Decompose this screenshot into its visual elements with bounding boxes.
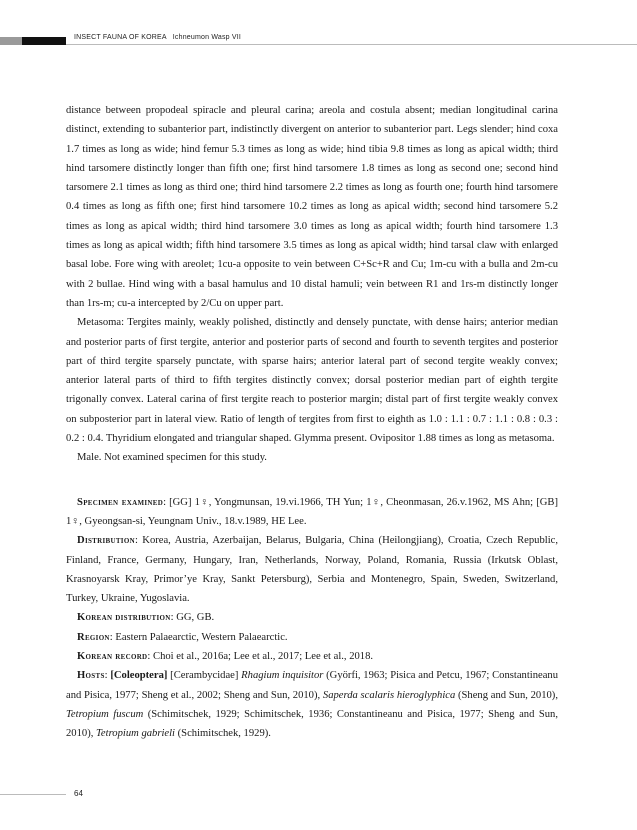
hosts-text-1: : bbox=[104, 670, 111, 682]
hosts-order: [Coleoptera] bbox=[110, 670, 168, 682]
host-species-2: Saperda scalaris hieroglyphica bbox=[322, 689, 456, 701]
header-gray-block bbox=[0, 37, 22, 45]
korean-record-paragraph bbox=[66, 647, 558, 666]
hosts-text-5: (Schimitschek, 1929; Schimitschek, 1936; Constantineanu and Pisica, 1977; Sheng and Sun, 2010), bbox=[66, 708, 558, 740]
korean-distribution-paragraph bbox=[66, 608, 558, 627]
korean-distribution-text: : GG, GB. bbox=[170, 612, 215, 624]
specimen-examined-text: : [GG] 1♀, Yongmunsan, 19.vi.1966, TH Yun; 1♀, Cheonmasan, 26.v.1962, MS Ahn; [GB] 1♀, Gyeongsan-si, Yeungnam Univ., 18.v.1989, HE Lee. bbox=[66, 496, 558, 527]
korean-distribution-label: Korean distribution bbox=[77, 612, 171, 624]
korean-record-text: : Choi et al., 2016a; Lee et al., 2017; Lee et al., 2018. bbox=[147, 651, 374, 663]
header-subtitle: Ichneumon Wasp VII bbox=[172, 34, 242, 41]
description-paragraph: distance between propodeal spiracle and pleural carina; areola and costula absent; median longitudinal carina distinct, extending to subanterior part, indistinctly divergent on anterior to subanterior part. Legs slender; hind coxa 1.7 times as long as wide; hind femur 5.3 times as long as wide; hind tibia 9.8 times as long as apical width; third hind tarsomere distinctly longer than fifth one; first hind tarsomere 1.8 times as long as second one; second hind tarsomere 2.1 times as long as third one; third hind tarsomere 2.2 times as long as fourth one; fourth hind tarsomere 0.4 times as long as fifth one; first hind tarsomere 10.2 times as long as apical width; second hind tarsomere 5.2 times as long as apical width; third hind tarsomere 3.0 times as long as apical width; fourth hind tarsomere 1.3 times as long as apical width; fifth hind tarsomere 3.5 times as long as apical width; hind tarsal claw with enlarged basal lobe. Fore wing with areolet; 1cu-a opposite to vein between C+Sc+R and Cu; 1m-cu with a bulla and 2m-cu with 2 bullae. Hind wing with a basal hamulus and 10 distal hamuli; vein between R1 and 1rs-m distinctly longer than 1rs-m; cu-a intercepted by 2/Cu on upper part. bbox=[66, 105, 558, 309]
hosts-label: Hosts bbox=[77, 670, 105, 682]
running-header bbox=[74, 34, 241, 41]
specimen-examined-paragraph bbox=[66, 493, 558, 532]
host-species-3: Tetropium fuscum bbox=[66, 708, 144, 720]
region-label: Region bbox=[77, 631, 110, 643]
distribution-label: Distribution bbox=[77, 535, 135, 547]
specimen-examined-label: Specimen examined bbox=[77, 496, 164, 508]
section-gap bbox=[66, 468, 558, 493]
hosts-text-4: (Sheng and Sun, 2010), bbox=[455, 689, 558, 701]
header-black-block bbox=[22, 37, 66, 45]
footer-rule bbox=[0, 794, 66, 795]
metasoma-paragraph: Metasoma: Tergites mainly, weakly polished, distinctly and densely punctate, with dense hairs; anterior median and posterior parts of first tergite, anterior and posterior parts of second and fourth to seventh tergites and posterior part of third tergite sparsely punctate, with sparse hairs; anterior lateral part of second tergite weakly convex; anterior lateral parts of third to fifth tergites distinctly convex; dorsal posterior median part of eighth tergite trigonally convex. Lateral carina of first tergite reach to posterior margin; distal part of first tergite weakly convex on subposterior part in lateral view. Ratio of length of tergites from first to eighth as 1.0 : 1.1 : 0.7 : 1.1 : 0.8 : 0.3 : 0.2 : 0.4. Thyridium elongated and triangular shaped. Glymma present. Ovipositor 1.88 times as long as metasoma. bbox=[66, 317, 558, 445]
host-species-1: Rhagium inquisitor bbox=[241, 670, 324, 682]
host-species-4: Tetropium gabrieli bbox=[96, 728, 175, 740]
region-paragraph bbox=[66, 628, 558, 647]
header-title: INSECT FAUNA OF KOREA bbox=[74, 34, 167, 41]
page-body bbox=[66, 101, 558, 744]
hosts-text-2: [Cerambycidae] bbox=[167, 670, 242, 682]
korean-record-label: Korean record bbox=[77, 651, 148, 663]
region-text: : Eastern Palaearctic, Western Palaearctic. bbox=[109, 631, 288, 643]
hosts-text-3: (Györfi, 1963; Pisica and Petcu, 1967; Constantineanu and Pisica, 1977; Sheng et al., 2002; Sheng and Sun, 2010), bbox=[66, 670, 559, 701]
header-rule bbox=[66, 44, 637, 45]
page-number: 64 bbox=[74, 789, 83, 798]
distribution-paragraph bbox=[66, 531, 558, 608]
male-paragraph: Male. Not examined specimen for this study. bbox=[77, 452, 267, 464]
distribution-text: : Korea, Austria, Azerbaijan, Belarus, Bulgaria, China (Heilongjiang), Croatia, Czech Republic, Finland, France, Germany, Hungary, Iran, Netherlands, Norway, Poland, Romania, Russia (Irkutsk Oblast, Krasnoyarsk Kray, Primor’ye Kray, Sankt Petersburg), Serbia and Montenegro, Spain, Sweden, Switzerland, Turkey, Ukraine, Yugoslavia. bbox=[66, 535, 558, 605]
hosts-text-6: (Schimitschek, 1929). bbox=[175, 728, 271, 740]
hosts-paragraph bbox=[66, 666, 558, 743]
